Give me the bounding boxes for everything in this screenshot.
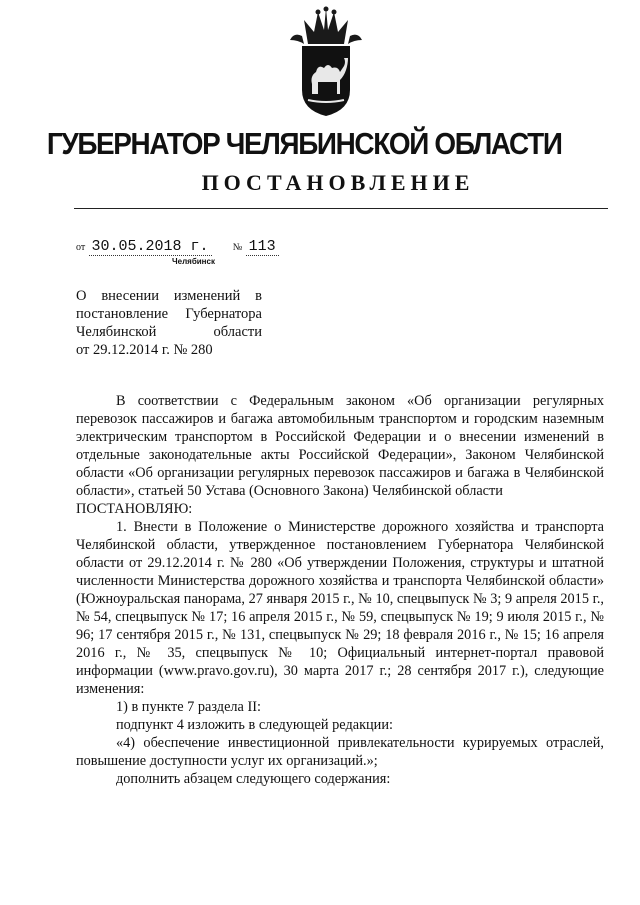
item-1-paragraph: 1. Внести в Положение о Министерстве дорожного хозяйства и транспорта Челябинской области, утвержденное постановлением Губернатора Челябинской области от 29.12.2014 г. № 280 «Об утверждении Положения, структуры и штатной численности Министерства дорожного хозяйства и транспорта Челябинской области» (Южноуральская панорама, 27 января 2015 г., № 10, спецвыпуск № 3; 9 апреля 2015 г., № 54, спецвыпуск № 17; 16 апреля 2015 г., № 59, спецвыпуск № 19; 9 июля 2015 г., № 96; 17 сентября 2015 г., № 131, спецвыпуск № 29; 18 февраля 2016 г., № 15; 16 апреля 2016 г., № 35, спецвыпуск № 10; Официальный интернет-портал правовой информации (www.pravo.gov.ru), 30 марта 2017 г.; 28 сентября 2017 г.), следующие изменения: <box>76 519 604 697</box>
decree-date-line <box>76 238 279 255</box>
governor-title: ГУБЕРНАТОР ЧЕЛЯБИНСКОЙ ОБЛАСТИ <box>46 126 562 161</box>
subject-line: от 29.12.2014 г. № 280 <box>76 342 213 358</box>
city-label: Челябинск <box>172 257 215 266</box>
addendum-instruction: дополнить абзацем следующего содержания: <box>116 771 391 787</box>
decree-date: 30.05.2018 г. <box>89 238 212 256</box>
quoted-text: «4) обеспечение инвестиционной привлекательности курируемых отраслей, повышение доступности услуг их организаций.»; <box>76 735 604 769</box>
decree-subject <box>76 287 262 359</box>
preamble-paragraph: В соответствии с Федеральным законом «Об организации регулярных перевозок пассажиров и багажа автомобильным транспортом и городским наземным электрическим транспортом в Российской Федерации и о внесении изменений в отдельные законодательные акты Российской Федерации», Законом Челябинской области «Об организации регулярных перевозок пассажиров и багажа в Челябинской области», статьей 50 Устава (Основного Закона) Челябинской области <box>76 393 604 499</box>
subitem-1: 1) в пункте 7 раздела II: <box>116 699 261 715</box>
number-prefix: № <box>232 242 243 253</box>
subject-line: Челябинской области <box>76 324 262 340</box>
header-divider <box>74 208 608 209</box>
subject-line: постановление Губернатора <box>76 306 262 322</box>
decree-title: ПОСТАНОВЛЕНИЕ <box>201 170 475 195</box>
subitem-instruction: подпункт 4 изложить в следующей редакции: <box>116 717 393 733</box>
decree-body <box>76 392 604 788</box>
subject-line: О внесении изменений в <box>76 288 262 304</box>
date-prefix: от <box>76 242 86 253</box>
decree-number: 113 <box>246 238 279 256</box>
chelyabinsk-coat-of-arms-icon <box>288 6 364 118</box>
decree-word: ПОСТАНОВЛЯЮ: <box>76 501 193 517</box>
